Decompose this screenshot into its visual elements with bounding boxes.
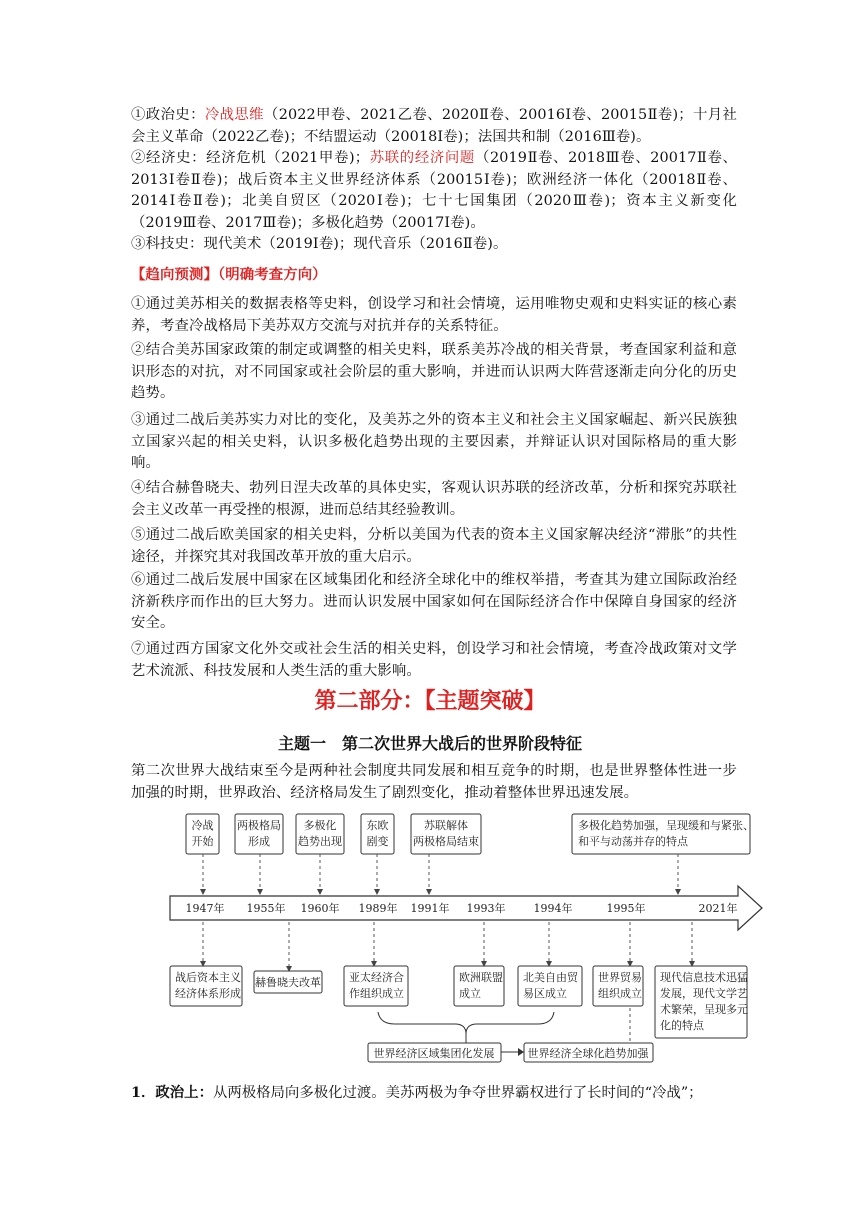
trend-heading: 【趋向预测】（明确考查方向）: [131, 267, 327, 283]
year-label: 1955年: [246, 902, 286, 915]
trend-item: ③通过二战后美苏实力对比的变化，及美苏之外的资本主义和社会主义国家崛起、新兴民族独立国家兴起的相关史料，认识多极化趋势出现的主要因素，并辩证认识对国际格局的重大影响。: [131, 412, 737, 471]
trend-item: ④结合赫鲁晓夫、勃列日涅夫改革的具体史实，客观认识苏联的经济改革，分析和探究苏联社会主义改革一再受挫的根源，进而总结其经验教训。: [131, 480, 737, 518]
year-label: 1989年: [358, 902, 398, 915]
top-arrowhead: [317, 889, 323, 895]
year-label: 1994年: [533, 902, 573, 915]
top-event-text: 两极格局: [237, 819, 281, 832]
tech-history-paragraph: ③科技史：现代美术（2019Ⅰ卷)；现代音乐（2016Ⅱ卷)。: [131, 236, 508, 252]
bottom-event-text: 现代信息技术迅猛: [660, 971, 748, 984]
bottom-event-text: 作组织成立: [349, 987, 404, 1000]
top-arrowhead: [675, 889, 681, 895]
top-event-text: 剧变: [366, 835, 389, 848]
top-arrowhead: [257, 889, 263, 895]
cold-war-keyword: 冷战思维: [204, 107, 264, 123]
year-label: 1993年: [466, 902, 506, 915]
regional-label: 世界经济区域集团化发展: [373, 1047, 495, 1060]
bottom-event-text: 成立: [459, 987, 481, 1000]
trend-item: ②结合美苏国家政策的制定或调整的相关史料，联系美苏冷战的相关背景，考查国家利益和意识形态的对抗，对不同国家或社会阶层的重大影响，并进而认识两大阵营逐渐走向分化的历史趋势。: [131, 342, 737, 401]
bottom-event-text: 欧洲联盟: [459, 971, 503, 984]
trend-item: ⑥通过二战后发展中国家在区域集团化和经济全球化中的维权举措，考查其为建立国际政治经济新秩序而作出的巨大努力。进而认识发展中国家如何在国际经济合作中保障自身国家的经济安全。: [131, 572, 737, 631]
year-label: 1947年: [185, 902, 225, 915]
top-event-text: 东欧: [366, 819, 389, 832]
bottom-event-text: 化的特点: [660, 1019, 704, 1032]
bottom-event-text: 北美自由贸: [523, 971, 578, 984]
theme-intro: 第二次世界大战结束至今是两种社会制度共同发展和相互竞争的时期，也是世界整体性进一步加强的时期，世界政治、经济格局发生了剧烈变化，推动着整体世界迅速发展。: [131, 763, 737, 801]
economic-history-rest: （2019Ⅱ卷、2018Ⅲ卷、20017Ⅱ卷、2013Ⅰ卷Ⅱ卷)；战后资本主义世界经济体系（20015Ⅰ卷)；欧洲经济一体化（20018Ⅱ卷、2014Ⅰ卷Ⅱ卷)；北美自贸区（2020Ⅰ卷)；七十七国集团（2020Ⅲ卷)；资本主义新变化（2019Ⅲ卷、2017Ⅲ卷)；多极化趋势（20017Ⅰ卷)。: [131, 150, 738, 231]
bottom-event-text: 经济体系形成: [175, 987, 241, 1000]
regional-arrowhead: [518, 1048, 524, 1056]
bottom-event-text: 易区成立: [523, 987, 567, 1000]
bottom-event-text: 术繁荣，呈现多元: [660, 1003, 748, 1016]
year-label: 2021年: [698, 902, 738, 915]
politics-text: 从两极格局向多极化过渡。美苏两极为争夺世界霸权进行了长时间的“冷战”；: [212, 1085, 703, 1101]
top-event-text: 和平与动荡并存的特点: [578, 835, 688, 848]
part-title: 第二部分：【主题突破】: [314, 689, 546, 714]
global-label: 世界经济全球化趋势加强: [527, 1047, 649, 1060]
group-brace: [378, 1012, 554, 1034]
top-event-text: 形成: [248, 835, 270, 848]
trend-item: ①通过美苏相关的数据表格等史料，创设学习和社会情境，运用唯物史观和史料实证的核心素养，考查冷战格局下美苏双方交流与对抗并存的关系特征。: [131, 296, 737, 334]
political-history-rest: （2022甲卷、2021乙卷、2020Ⅱ卷、20016Ⅰ卷、20015Ⅱ卷)；十月社会主义革命（2022乙卷)；不结盟运动（20018Ⅰ卷)；法国共和制（2016Ⅲ卷)。: [131, 107, 737, 145]
bottom-event-text: 世界贸易: [598, 971, 642, 984]
top-event-text: 趋势出现: [298, 835, 342, 848]
economic-history-prefix: ②经济史：经济危机（2021甲卷)；: [131, 150, 370, 166]
top-event-text: 冷战: [191, 819, 214, 832]
bottom-event-text: 组织成立: [598, 987, 642, 1000]
top-event-text: 苏联解体: [424, 819, 468, 832]
bottom-event-text: 亚太经济合: [349, 971, 404, 984]
soviet-economy-keyword: 苏联的经济问题: [369, 150, 475, 166]
year-label: 1960年: [300, 902, 340, 915]
trend-item: ⑦通过西方国家文化外交或社会生活的相关史料，创设学习和社会情境，考查冷战政策对文学艺术流派、科技发展和人类生活的重大影响。: [131, 641, 737, 679]
year-label: 1995年: [606, 902, 646, 915]
trend-item: ⑤通过二战后欧美国家的相关史料，分析以美国为代表的资本主义国家解决经济“滞胀”的共性途径，并探究其对我国改革开放的重大启示。: [131, 527, 737, 565]
bottom-event-text: 赫鲁晓夫改革: [255, 976, 321, 989]
year-label: 1991年: [410, 902, 450, 915]
politics-label: 1．政治上：: [131, 1084, 213, 1101]
bottom-event-text: 战后资本主义: [175, 971, 241, 984]
theme-title: 主题一 第二次世界大战后的世界阶段特征: [277, 734, 582, 753]
top-event-text: 两极格局结束: [413, 835, 479, 848]
top-arrowhead: [374, 889, 380, 895]
top-event-text: 开始: [191, 835, 214, 848]
top-arrowhead: [426, 889, 432, 895]
political-history-prefix: ①政治史：: [131, 107, 205, 123]
politics-line: [131, 1082, 751, 1105]
bottom-event-text: 发展，现代文学艺: [660, 987, 748, 1000]
top-event-text: 多极化: [303, 819, 337, 832]
top-arrowhead: [200, 889, 206, 895]
top-event-text: 多极化趋势加强，呈现缓和与紧张、: [578, 819, 754, 832]
